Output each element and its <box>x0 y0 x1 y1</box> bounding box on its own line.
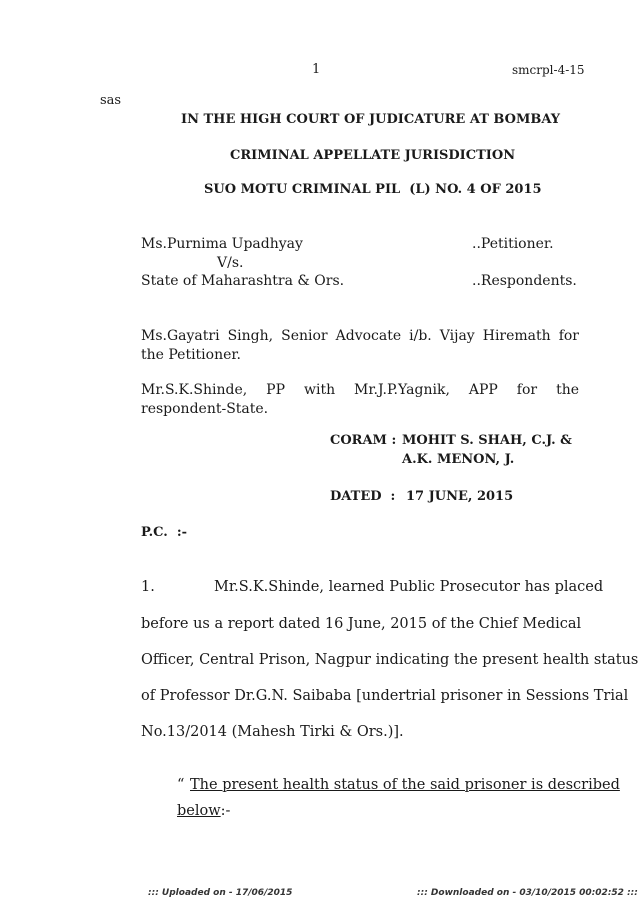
court-title: IN THE HIGH COURT OF JUDICATURE AT BOMBAY <box>181 112 561 127</box>
paragraph-number: 1. <box>141 579 155 595</box>
order-line-1: Mr.S.K.Shinde, learned Public Prosecutor has placed <box>214 579 604 595</box>
pc-label: P.C. :- <box>141 525 188 540</box>
order-line-3: Officer, Central Prison, Nagpur indicating the present health status <box>141 652 638 668</box>
document-code: smcrpl-4-15 <box>512 63 585 77</box>
quote-tail: :- <box>220 803 231 819</box>
petitioner-name: Ms.Purnima Upadhyay <box>141 236 303 252</box>
page-number: 1 <box>312 62 321 77</box>
case-number: SUO MOTU CRIMINAL PIL (L) NO. 4 OF 2015 <box>204 182 542 197</box>
order-line-4: of Professor Dr.G.N. Saibaba [undertrial prisoner in Sessions Trial <box>141 688 629 704</box>
quote-open-mark: “ <box>177 777 190 793</box>
coram-judge-2: A.K. MENON, J. <box>402 452 515 467</box>
quote-line-1: The present health status of the said prisoner is described <box>190 777 620 793</box>
petitioner-role: ..Petitioner. <box>472 236 554 252</box>
uploaded-stamp: ::: Uploaded on - 17/06/2015 <box>148 888 293 898</box>
order-line-2: before us a report dated 16 June, 2015 of the Chief Medical <box>141 616 582 632</box>
respondent-role: ..Respondents. <box>472 273 577 289</box>
coram-judge-1: MOHIT S. SHAH, C.J. & <box>402 433 572 448</box>
downloaded-stamp: ::: Downloaded on - 03/10/2015 00:02:52 ::: <box>417 888 638 898</box>
respondent-counsel: Mr.S.K.Shinde, PP with Mr.J.P.Yagnik, APP for the respondent-State. <box>141 382 579 417</box>
dated-label: DATED : <box>330 489 396 504</box>
quote-line-2 <box>177 803 230 819</box>
dated-value: 17 JUNE, 2015 <box>406 489 514 504</box>
versus-label: V/s. <box>217 255 244 271</box>
stenographer-initials: sas <box>100 93 122 108</box>
order-line-5: No.13/2014 (Mahesh Tirki & Ors.)]. <box>141 724 404 740</box>
petitioner-counsel: Ms.Gayatri Singh, Senior Advocate i/b. Vijay Hiremath for the Petitioner. <box>141 328 579 363</box>
respondent-name: State of Maharashtra & Ors. <box>141 273 345 289</box>
coram-label: CORAM : <box>330 433 397 448</box>
jurisdiction-heading: CRIMINAL APPELLATE JURISDICTION <box>230 148 516 163</box>
quote-line-2-underlined: below <box>177 803 221 819</box>
